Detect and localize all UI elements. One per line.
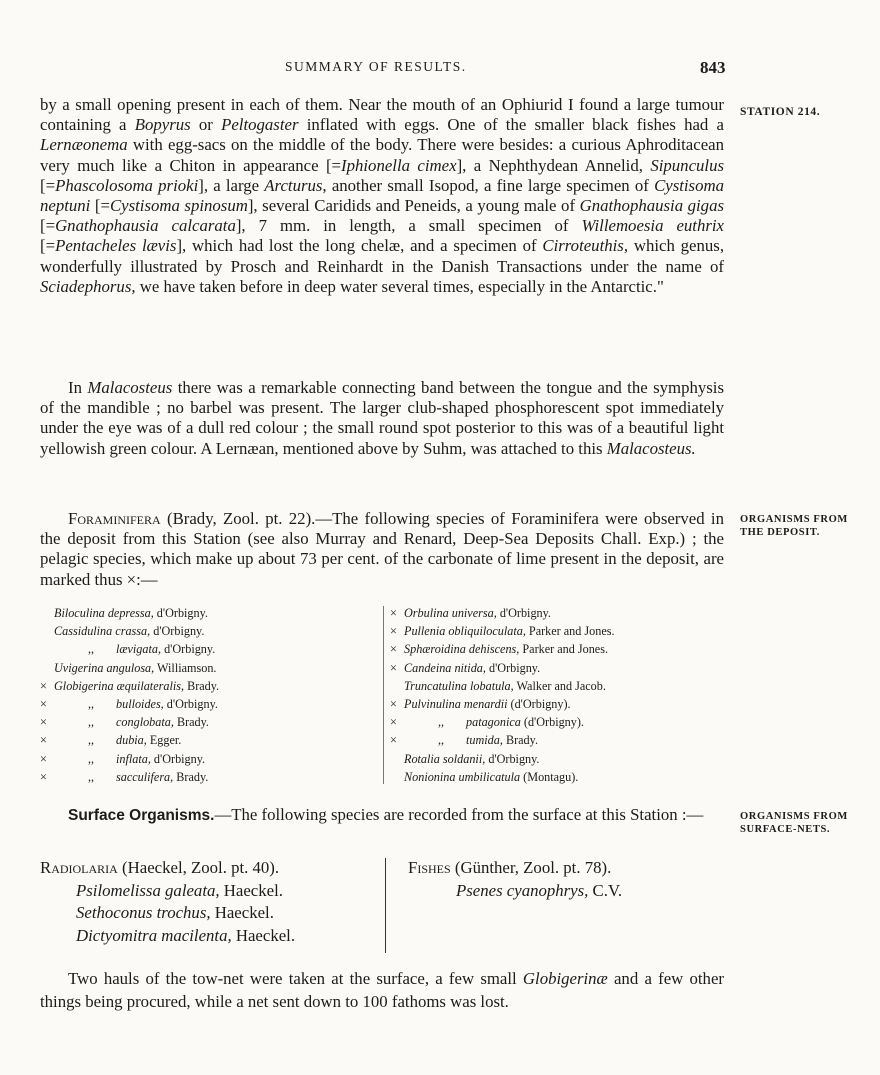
table-row [390,750,730,768]
ditto-mark: ,, [88,769,95,784]
column-divider [383,606,384,784]
table-row [390,695,730,713]
pelagic-mark: × [390,696,397,711]
species-name: Orbulina universa, d'Orbigny. [404,606,551,620]
table-row [40,640,380,658]
paragraph-tow-net: Two hauls of the tow-net were taken at the surface, a few small Globigerinæ and a few other things being procured, while a net sent down to 100 fathoms was lost. [40,969,724,1011]
ditto-mark: ,, [88,642,95,657]
table-row [390,604,730,622]
species-name: Uvigerina angulosa, Williamson. [54,660,217,675]
pelagic-mark: × [40,696,47,711]
page-number: 843 [700,58,726,77]
ditto-mark: ,, [438,733,445,748]
foraminifera-list-right [390,604,730,786]
species-name: Cassidulina crassa, d'Orbigny. [54,624,205,639]
species-name: inflata, d'Orbigny. [116,751,206,766]
margin-note-deposit: ORGANISMS FROM THE DEPOSIT. [740,514,848,538]
paragraph-surface-organisms: Surface Organisms.—The following species are recorded from the surface at this Station :— [68,805,704,824]
table-row [390,659,730,677]
table-row [40,604,380,622]
table-row [390,640,730,658]
species-name: Pullenia obliquiloculata, Parker and Jones. [404,624,615,639]
margin-note-station: STATION 214. [740,106,821,118]
species-name: Rotalia soldanii, d'Orbigny. [404,751,540,766]
ditto-mark: ,, [88,696,95,711]
species-name: patagonica (d'Orbigny). [466,715,584,730]
pelagic-mark: × [390,642,397,657]
species-name: Biloculina depressa, d'Orbigny. [54,606,208,620]
margin-note-surface: ORGANISMS FROM SURFACE-NETS. [740,811,848,835]
species-name: bulloides, d'Orbigny. [116,696,218,711]
fishes-heading: Fishes (Günther, Zool. pt. 78). [408,858,612,877]
table-row [390,713,730,731]
table-row [40,659,380,677]
table-row [390,768,730,786]
species-name: Pulvinulina menardii (d'Orbigny). [404,696,571,711]
pelagic-mark: × [390,715,397,730]
list-item: Dictyomitra macilenta, Haeckel. [76,925,296,945]
species-name: Sphæroidina dehiscens, Parker and Jones. [404,642,609,657]
radiolaria-heading: Radiolaria (Haeckel, Zool. pt. 40). [40,858,280,877]
pelagic-mark: × [40,678,47,693]
species-name: Nonionina umbilicatula (Montagu). [404,769,579,784]
pelagic-mark: × [40,733,47,748]
ditto-mark: ,, [88,733,95,748]
table-row [390,731,730,749]
list-item: Psilomelissa galeata, Haeckel. [76,880,283,900]
ditto-mark: ,, [88,751,95,766]
fishes-list [408,857,728,902]
pelagic-mark: × [390,660,397,675]
foraminifera-list-left [40,604,380,786]
table-row [40,677,380,695]
table-row [390,622,730,640]
species-name: Candeina nitida, d'Orbigny. [404,660,541,675]
list-item: Psenes cyanophrys, C.V. [456,880,623,900]
pelagic-mark: × [40,769,47,784]
list-item: Sethoconus trochus, Haeckel. [76,903,274,923]
pelagic-mark: × [390,606,397,620]
table-row [390,677,730,695]
table-row [40,750,380,768]
species-name: Globigerina æquilateralis, Brady. [54,678,220,693]
table-row [40,695,380,713]
pelagic-mark: × [390,733,397,748]
radiolaria-list [40,857,380,947]
table-row [40,768,380,786]
surface-column-divider [385,858,386,953]
pelagic-mark: × [40,715,47,730]
table-row [40,622,380,640]
paragraph-malacosteus: In Malacosteus there was a remarkable connecting band between the tongue and the symphysis of the mandible ; no barbel was present. The larger club-shaped phosphorescent spot immediately under the eye was of a dull red colour ; the small round spot posterior to this was of a beautiful light yellowish green colour. A Lernæan, mentioned above by Suhm, was attached to this Malacosteus. [40,378,724,458]
table-row [40,731,380,749]
species-name: sacculifera, Brady. [116,769,209,784]
paragraph-station-notes: by a small opening present in each of them. Near the mouth of an Ophiurid I found a large tumour containing a Bopyrus or Peltogaster inflated with eggs. One of the smaller black fishes had a Lernæonema with egg-sacs on the middle of the body. There were besides: a curious Aphroditacean very much like a Chiton in appearance [=Iphionella cimex], a Nephthydean Annelid, Sipunculus [=Phascolosoma prioki], a large Arcturus, another small Isopod, a fine large specimen of Cystisoma neptuni [=Cystisoma spinosum], several Caridids and Peneids, a young male of Gnathophausia gigas [=Gnathophausia calcarata], 7 mm. in length, a small specimen of Willemoesia euthrix [=Pentacheles lævis], which had lost the long chelæ, and a specimen of Cirroteuthis, which genus, wonderfully illustrated by Prosch and Reinhardt in the Danish Transactions under the name of Sciadephorus, we have taken before in deep water several times, especially in the Antarctic." [40,95,725,296]
pelagic-mark: × [390,624,397,639]
table-row [40,713,380,731]
pelagic-mark: × [40,751,47,766]
species-name: dubia, Egger. [116,733,182,748]
species-name: lævigata, d'Orbigny. [116,642,216,657]
header-title: SUMMARY OF RESULTS. [285,59,467,74]
species-name: tumida, Brady. [466,733,538,748]
ditto-mark: ,, [438,715,445,730]
ditto-mark: ,, [88,715,95,730]
paragraph-foraminifera: Foraminifera (Brady, Zool. pt. 22).—The following species of Foraminifera were observed in the deposit from this Station (see also Murray and Renard, Deep-Sea Deposits Chall. Exp.) ; the pelagic species, which make up about 73 per cent. of the carbonate of lime present in the deposit, are marked thus ×:— [40,509,724,589]
species-name: Truncatulina lobatula, Walker and Jacob. [404,678,606,693]
species-name: conglobata, Brady. [116,715,209,730]
